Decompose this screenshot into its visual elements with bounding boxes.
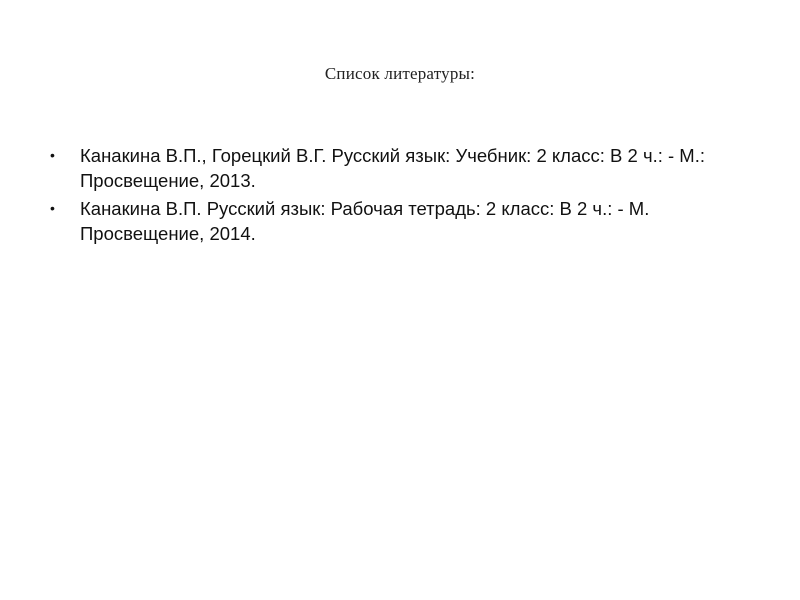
- reference-list: [50, 143, 770, 249]
- bullet-icon: •: [50, 147, 55, 163]
- reference-text: Канакина В.П., Горецкий В.Г. Русский язык: Учебник: 2 класс: В 2 ч.: - М.: Просвещение, 2013.: [80, 145, 705, 191]
- page-title: Список литературы:: [324, 64, 476, 83]
- list-item: [50, 143, 770, 193]
- reference-text: Канакина В.П. Русский язык: Рабочая тетрадь: 2 класс: В 2 ч.: - М. Просвещение, 2014.: [80, 198, 650, 244]
- list-item: [50, 196, 770, 246]
- bullet-icon: •: [50, 200, 55, 216]
